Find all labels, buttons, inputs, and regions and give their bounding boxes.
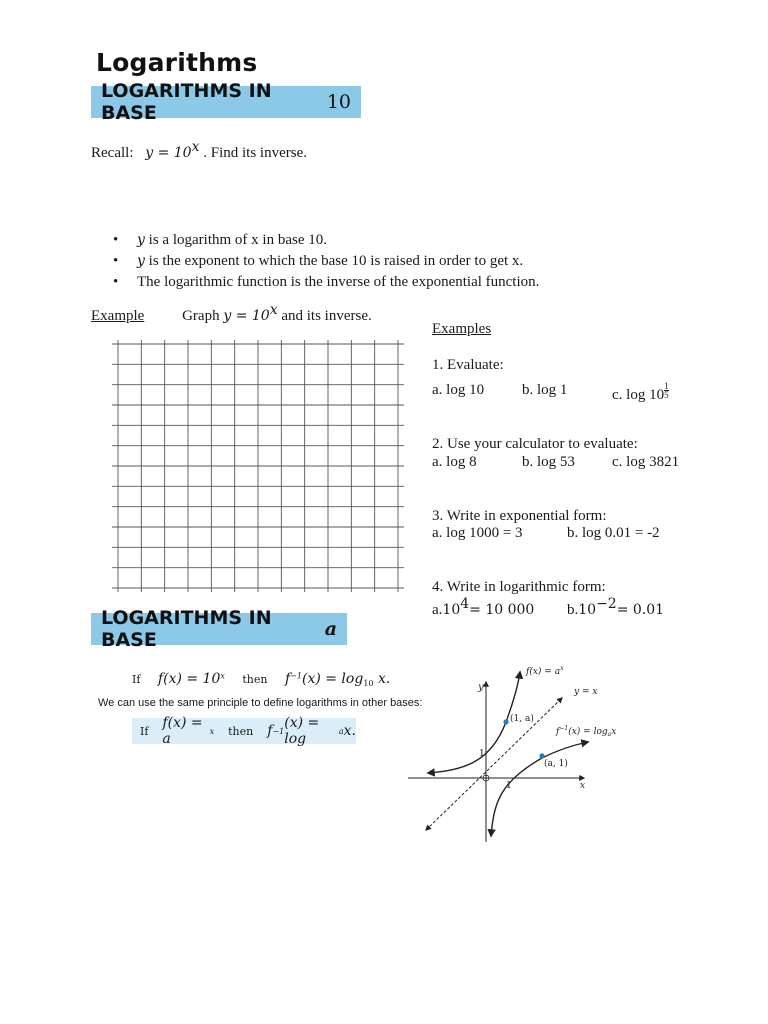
- inverse-functions-figure: [402, 660, 650, 846]
- page-title: Logarithms: [96, 48, 258, 77]
- q4-a: $a.10^4= 10$ 000: [432, 596, 535, 618]
- example-suffix: and its inverse.: [277, 308, 372, 324]
- point-a-1-label: (a, 1): [544, 759, 568, 769]
- q2-a: a. log 8: [432, 454, 477, 470]
- identity-line-label: y = x: [574, 687, 598, 697]
- example-label: Example: [91, 308, 145, 324]
- point-1-a: [503, 719, 508, 724]
- recall-suffix: . Find its inverse.: [203, 145, 307, 161]
- point-a-1: [539, 753, 544, 758]
- section-banner-base-10: [91, 80, 361, 124]
- q1-title: 1. Evaluate:: [432, 357, 504, 373]
- q4-parts: [432, 596, 664, 619]
- section-banner-base-a: [91, 607, 347, 651]
- examples-heading: Examples: [432, 321, 492, 337]
- list-item: • y is the exponent to which the base 10 is raised in order to get x.: [113, 253, 524, 269]
- point-1-a-label: (1, a): [510, 714, 534, 724]
- example-line: [91, 302, 372, 325]
- q2-title: 2. Use your calculator to evaluate:: [432, 436, 638, 452]
- q4-b: $b.10^{-2}= 0.01$: [567, 596, 665, 618]
- list-item: • y is a logarithm of x in base 10.: [113, 232, 327, 248]
- q1-c-exp-den: 5: [664, 390, 669, 400]
- definition-box: If f(x) = a x then f −1 (x) = log a x.: [132, 718, 356, 744]
- graph-grid: [112, 340, 404, 592]
- y-axis-label: y: [478, 682, 484, 693]
- recall-line: [91, 139, 307, 162]
- banner-text: LOGARITHMS IN BASE: [101, 607, 272, 651]
- recall-equation: y = 10: [145, 145, 192, 161]
- line-y-equals-x: [426, 698, 562, 830]
- example-equation: y = 10: [223, 308, 270, 324]
- example-text: Graph: [182, 308, 224, 324]
- banner-text: LOGARITHMS IN BASE: [101, 80, 272, 124]
- example-exponent: x: [269, 302, 278, 318]
- key-points-list: [113, 230, 539, 293]
- q1-a: a. log 10: [432, 382, 485, 398]
- q3-parts: [432, 525, 660, 542]
- log-function-label: $f^{-1}(x) = \log_ax$: [556, 725, 617, 738]
- exp-function-label: $f(x) = a^x$: [526, 665, 564, 677]
- q3-b: b. log 0.01 = -2: [567, 525, 660, 541]
- q2-b: b. log 53: [522, 454, 575, 470]
- q2-c: c. log 3821: [612, 454, 680, 470]
- q1-c-exp-num: 1: [664, 381, 669, 391]
- x-intercept-label: 1: [506, 781, 512, 791]
- q1-b: b. log 1: [522, 382, 568, 398]
- banner-base: 10: [326, 91, 351, 113]
- recall-label: Recall:: [91, 145, 134, 161]
- y-intercept-label: 1: [479, 749, 485, 759]
- q1-c: c. log 10 $^{\frac{1}{5}}$: [612, 381, 669, 403]
- q4-title: 4. Write in logarithmic form:: [432, 579, 606, 595]
- if-line-base-10: If $f(x) = 10^x$ then $f^{-1}(x) = \log_{10} x$.: [132, 671, 391, 689]
- banner-base: a: [324, 618, 337, 640]
- x-axis-label: x: [580, 781, 586, 791]
- recall-exponent: x: [191, 139, 200, 155]
- q2-parts: [432, 454, 679, 471]
- q3-a: a. log 1000 = 3: [432, 525, 523, 541]
- q1-parts: [432, 382, 669, 404]
- principle-text: We can use the same principle to define logarithms in other bases:: [98, 697, 423, 709]
- list-item: • The logarithmic function is the inverse of the exponential function.: [113, 274, 540, 290]
- q3-title: 3. Write in exponential form:: [432, 508, 607, 524]
